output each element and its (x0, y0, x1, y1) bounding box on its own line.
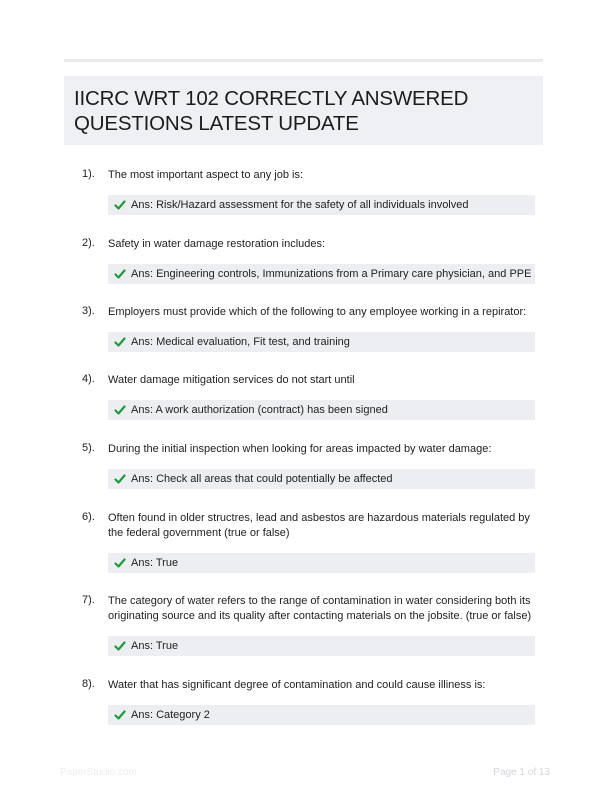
answer-text: Ans: Check all areas that could potentially be affected (131, 473, 393, 485)
question-text: During the initial inspection when looking for areas impacted by water damage: (108, 443, 492, 455)
top-rule (64, 59, 543, 62)
answer-text: Ans: True (131, 640, 179, 652)
question-text: Employers must provide which of the following to any employee working in a repirator: (108, 306, 527, 318)
question-item-4 (82, 373, 542, 420)
footer-watermark: PaperStudio.com (60, 767, 137, 778)
answer-box (108, 705, 535, 725)
question-item-2 (82, 237, 542, 284)
question-item-1 (82, 168, 542, 215)
question-number: 2). (82, 237, 95, 249)
question-text: The most important aspect to any job is: (108, 169, 304, 181)
question-item-5 (82, 442, 542, 489)
answer-box (108, 469, 535, 489)
question-text: Water damage mitigation services do not start until (108, 374, 355, 386)
question-number: 5). (82, 442, 95, 454)
answer-box (108, 332, 535, 352)
answer-text: Ans: A work authorization (contract) has been signed (131, 404, 388, 416)
check-icon (114, 709, 126, 721)
question-text: The category of water refers to the range of contamination in water considering both its originating source and its quality after contacting materials on the jobsite. (true or false) (108, 595, 532, 622)
question-text: Safety in water damage restoration includes: (108, 238, 326, 250)
answer-text: Ans: Risk/Hazard assessment for the safety of all individuals involved (131, 199, 469, 211)
answer-box (108, 264, 535, 284)
question-item-8 (82, 678, 542, 725)
check-icon (114, 557, 126, 569)
check-icon (114, 640, 126, 652)
title-box (64, 76, 543, 145)
answer-box (108, 636, 535, 656)
question-number: 1). (82, 168, 95, 180)
check-icon (114, 336, 126, 348)
answer-text: Ans: Medical evaluation, Fit test, and training (131, 336, 350, 348)
question-item-3 (82, 305, 542, 352)
answer-box (108, 400, 535, 420)
answer-box (108, 195, 535, 215)
question-number: 8). (82, 678, 95, 690)
question-item-6 (82, 511, 542, 573)
answer-text: Ans: Engineering controls, Immunizations from a Primary care physician, and PPE (131, 268, 532, 280)
check-icon (114, 268, 126, 280)
answer-text: Ans: True (131, 557, 179, 569)
answer-box (108, 553, 535, 573)
page-title: IICRC WRT 102 CORRECTLY ANSWERED QUESTIONS LATEST UPDATE (74, 87, 469, 135)
question-text: Water that has significant degree of contamination and could cause illiness is: (108, 679, 486, 691)
question-number: 3). (82, 305, 95, 317)
question-text: Often found in older structres, lead and asbestos are hazardous materials regulated by the federal government (true or false) (108, 512, 530, 539)
check-icon (114, 199, 126, 211)
question-number: 7). (82, 594, 95, 606)
question-number: 6). (82, 511, 95, 523)
page-number: Page 1 of 13 (493, 767, 550, 778)
question-number: 4). (82, 373, 95, 385)
check-icon (114, 404, 126, 416)
question-item-7 (82, 594, 542, 656)
answer-text: Ans: Category 2 (131, 709, 210, 721)
check-icon (114, 473, 126, 485)
